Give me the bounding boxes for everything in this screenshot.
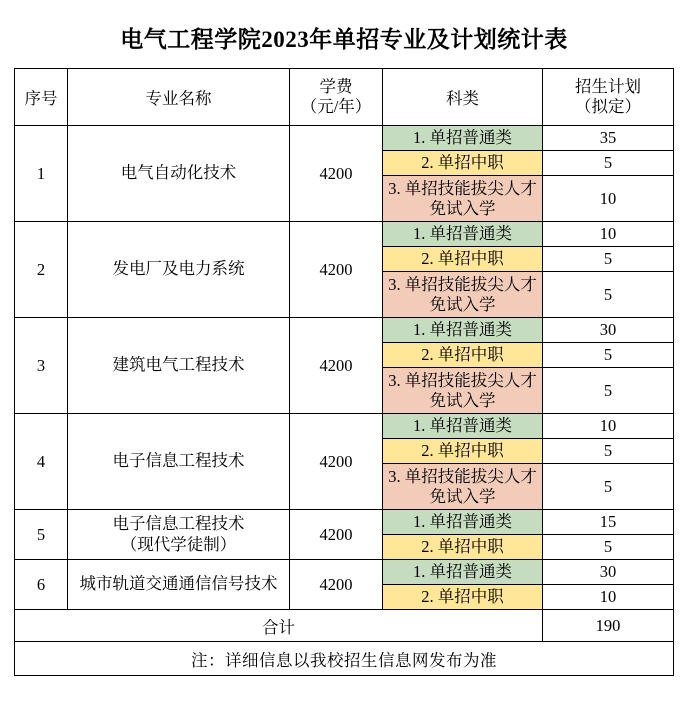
cell-kind: 2. 单招中职 [383,585,543,610]
cell-index: 6 [15,560,68,610]
header-name: 专业名称 [68,69,290,126]
total-value: 190 [543,610,674,642]
cell-major-name: 电气自动化技术 [68,126,290,222]
total-label: 合计 [15,610,543,642]
cell-index: 5 [15,510,68,560]
header-fee [290,69,383,126]
cell-fee: 4200 [290,414,383,510]
cell-plan: 15 [543,510,674,535]
major-name-line1: 电子信息工程技术 [112,513,245,533]
footer-note: 注：详细信息以我校招生信息网发布为准 [15,642,674,676]
cell-plan: 5 [543,151,674,176]
major-name-line2: （现代学徒制） [120,534,237,554]
header-kind: 科类 [383,69,543,126]
cell-major-name: 城市轨道交通通信信号技术 [68,560,290,610]
cell-plan: 5 [543,247,674,272]
cell-plan: 35 [543,126,674,151]
cell-fee: 4200 [290,510,383,560]
cell-fee: 4200 [290,126,383,222]
table-row [15,510,674,535]
cell-kind: 1. 单招普通类 [383,560,543,585]
header-plan [543,69,674,126]
cell-plan: 10 [543,585,674,610]
cell-kind: 1. 单招普通类 [383,414,543,439]
cell-plan: 10 [543,176,674,222]
cell-kind: 3. 单招技能拔尖人才免试入学 [383,176,543,222]
header-index: 序号 [15,69,68,126]
cell-plan: 30 [543,560,674,585]
header-fee-line1: 学费 [319,77,353,97]
header-fee-line2: （元/年） [300,97,372,116]
cell-plan: 5 [543,272,674,318]
cell-kind: 1. 单招普通类 [383,318,543,343]
note-row [15,642,674,676]
table-header [15,69,674,126]
cell-major-name: 建筑电气工程技术 [68,318,290,414]
table-row [15,126,674,151]
cell-plan: 10 [543,414,674,439]
cell-kind: 1. 单招普通类 [383,222,543,247]
cell-major-name [68,510,290,560]
cell-plan: 30 [543,318,674,343]
table-row [15,414,674,439]
cell-plan: 10 [543,222,674,247]
cell-plan: 5 [543,343,674,368]
table-row [15,560,674,585]
cell-kind: 1. 单招普通类 [383,510,543,535]
admission-plan-table [14,68,674,676]
header-plan-line1: 招生计划 [575,77,641,97]
header-row [15,69,674,126]
cell-plan: 5 [543,535,674,560]
cell-kind: 3. 单招技能拔尖人才免试入学 [383,464,543,510]
cell-fee: 4200 [290,560,383,610]
cell-major-name: 电子信息工程技术 [68,414,290,510]
table-row [15,318,674,343]
cell-fee: 4200 [290,222,383,318]
cell-fee: 4200 [290,318,383,414]
cell-kind: 2. 单招中职 [383,151,543,176]
cell-plan: 5 [543,464,674,510]
cell-kind: 3. 单招技能拔尖人才免试入学 [383,368,543,414]
header-plan-line2: （拟定） [575,97,641,116]
cell-kind: 2. 单招中职 [383,247,543,272]
cell-index: 1 [15,126,68,222]
cell-index: 2 [15,222,68,318]
table-row [15,222,674,247]
total-row [15,610,674,642]
cell-major-name: 发电厂及电力系统 [68,222,290,318]
cell-plan: 5 [543,439,674,464]
table-body [15,126,674,676]
cell-index: 3 [15,318,68,414]
cell-index: 4 [15,414,68,510]
cell-kind: 2. 单招中职 [383,439,543,464]
cell-kind: 1. 单招普通类 [383,126,543,151]
cell-plan: 5 [543,368,674,414]
cell-kind: 3. 单招技能拔尖人才免试入学 [383,272,543,318]
page-title: 电气工程学院2023年单招专业及计划统计表 [120,27,568,52]
cell-kind: 2. 单招中职 [383,343,543,368]
cell-kind: 2. 单招中职 [383,535,543,560]
